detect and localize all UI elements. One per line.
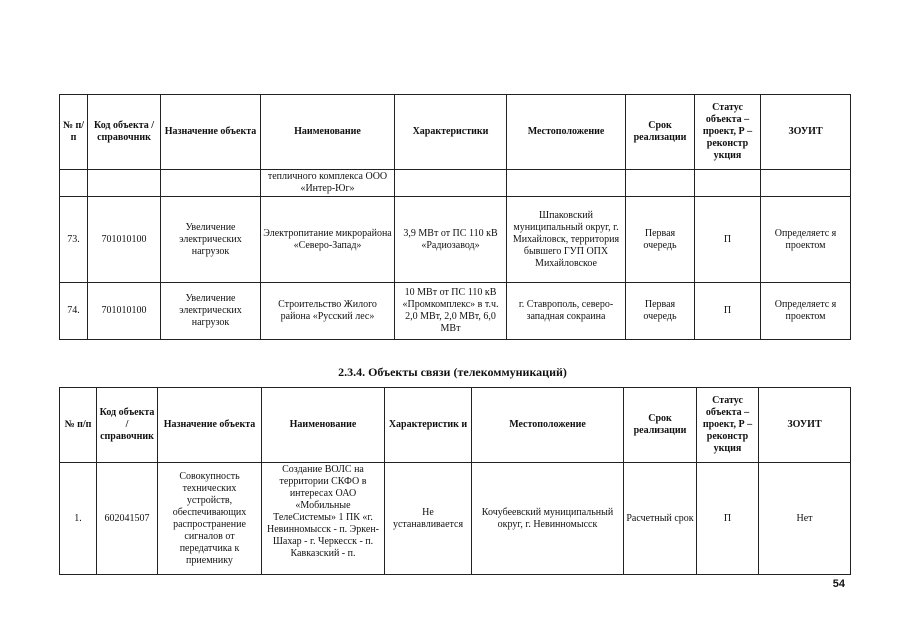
table-row (60, 197, 851, 283)
header-location: Местоположение (507, 95, 626, 170)
header-characteristics: Характеристик и (385, 388, 472, 463)
table-header-row (60, 388, 851, 463)
header-purpose: Назначение объекта (161, 95, 261, 170)
cell-name: Строительство Жилого района «Русский лес» (261, 283, 395, 340)
cell-num: 74. (60, 283, 88, 340)
cell-num: 73. (60, 197, 88, 283)
cell-code: 701010100 (88, 197, 161, 283)
section-title: 2.3.4. Объекты связи (телекоммуникаций) (338, 365, 567, 379)
cell-zouit: Определяетс я проектом (761, 283, 851, 340)
cell-name: Создание ВОЛС на территории СКФО в интересах ОАО «Мобильные ТелеСистемы» 1 ПК «г. Невинномысск - п. Эркен-Шахар - г. Черкесск - п. Кавказский - п. (262, 463, 385, 575)
telecom-objects-table (59, 387, 851, 575)
cell-characteristics: 10 МВт от ПС 110 кВ «Промкомплекс» в т.ч. 2,0 МВт, 2,0 МВт, 6,0 МВт (395, 283, 507, 340)
header-name: Наименование (261, 95, 395, 170)
cell-location: Кочубеевский муниципальный округ, г. Невинномысск (472, 463, 624, 575)
cell-characteristics: Не устанавливается (385, 463, 472, 575)
cell-code: 701010100 (88, 283, 161, 340)
cell-status: П (697, 463, 759, 575)
cell-term: Первая очередь (626, 197, 695, 283)
cell-purpose: Увеличение электрических нагрузок (161, 197, 261, 283)
cell-term: Расчетный срок (624, 463, 697, 575)
page-number: 54 (832, 578, 845, 590)
header-location: Местоположение (472, 388, 624, 463)
header-characteristics: Характеристики (395, 95, 507, 170)
cell-location: г. Ставрополь, северо-западная сокраина (507, 283, 626, 340)
cell-purpose: Совокупность технических устройств, обеспечивающих распространение сигналов от передатчика к приемнику (158, 463, 262, 575)
header-zouit: ЗОУИТ (759, 388, 851, 463)
table-row (60, 463, 851, 575)
cell-purpose: Увеличение электрических нагрузок (161, 283, 261, 340)
cell-name: Электропитание микрорайона «Северо-Запад» (261, 197, 395, 283)
header-name: Наименование (262, 388, 385, 463)
table-row (60, 170, 851, 197)
cell-term: Первая очередь (626, 283, 695, 340)
cell-code: 602041507 (97, 463, 158, 575)
table-header-row (60, 95, 851, 170)
cell-status: П (695, 283, 761, 340)
header-status: Статус объекта – проект, Р – реконстр укция (697, 388, 759, 463)
header-status: Статус объекта – проект, Р – реконстр укция (695, 95, 761, 170)
header-num: № п/п (60, 95, 88, 170)
header-purpose: Назначение объекта (158, 388, 262, 463)
header-term: Срок реализации (626, 95, 695, 170)
header-code: Код объекта / справочник (97, 388, 158, 463)
continuation-cell: тепличного комплекса ООО «Интер-Юг» (261, 170, 395, 197)
header-code: Код объекта / справочник (88, 95, 161, 170)
header-zouit: ЗОУИТ (761, 95, 851, 170)
cell-status: П (695, 197, 761, 283)
table-row (60, 283, 851, 340)
cell-zouit: Нет (759, 463, 851, 575)
cell-characteristics: 3,9 МВт от ПС 110 кВ «Радиозавод» (395, 197, 507, 283)
header-term: Срок реализации (624, 388, 697, 463)
cell-zouit: Определяетс я проектом (761, 197, 851, 283)
cell-num: 1. (60, 463, 97, 575)
cell-location: Шпаковский муниципальный округ, г. Михайловск, территория бывшего ГУП ОПХ Михайловское (507, 197, 626, 283)
header-num: № п/п (60, 388, 97, 463)
energy-objects-table (59, 94, 851, 340)
